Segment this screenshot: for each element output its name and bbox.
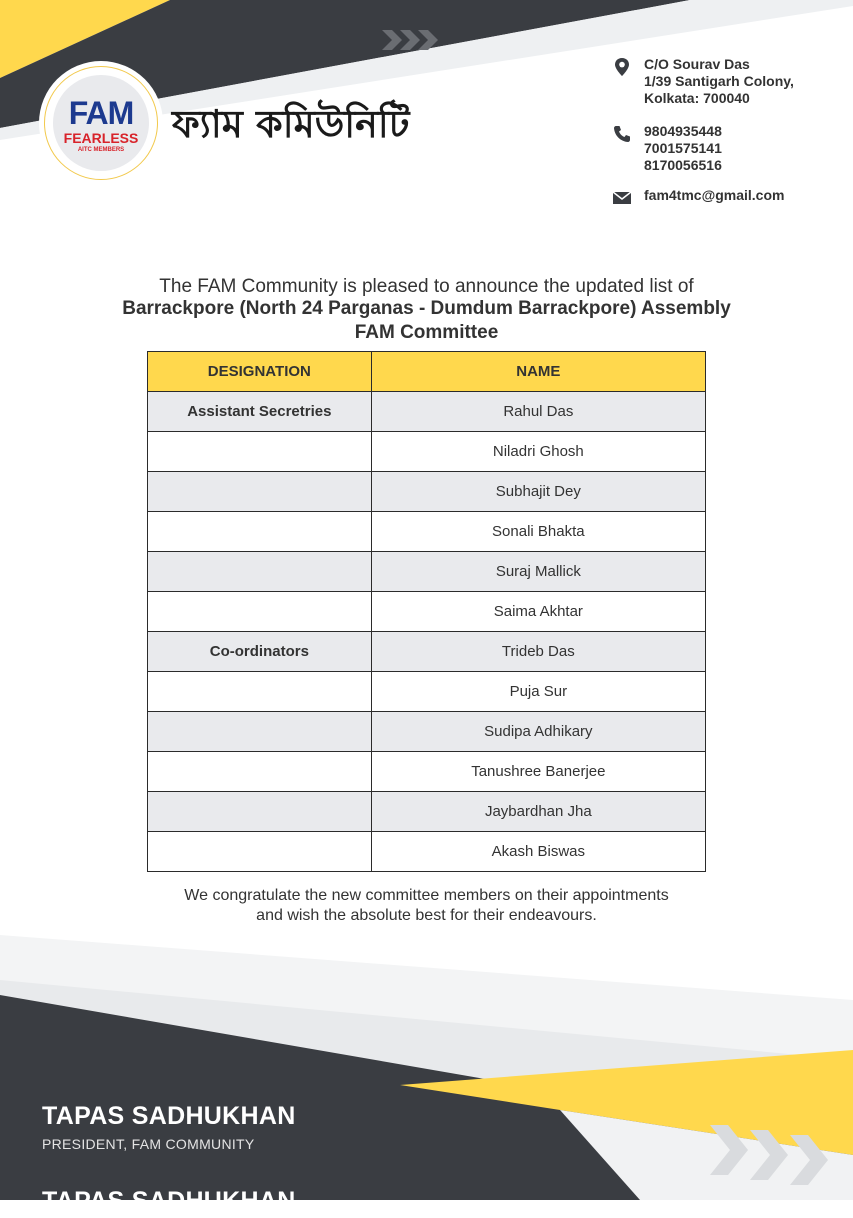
designation-cell: [148, 472, 372, 512]
name-cell: Rahul Das: [371, 392, 705, 432]
location-pin-icon: [612, 57, 632, 77]
designation-cell: Co-ordinators: [148, 632, 372, 672]
heading-line-1: Barrackpore (North 24 Parganas - Dumdum Barrackpore) Assembly: [122, 298, 731, 319]
name-cell: Suraj Mallick: [371, 552, 705, 592]
designation-cell: [148, 672, 372, 712]
designation-cell: [148, 552, 372, 592]
name-cell: Sudipa Adhikary: [371, 712, 705, 752]
table-row: [148, 512, 706, 552]
logo-fearless-text: FEARLESS: [63, 130, 139, 146]
name-cell: Sonali Bhakta: [371, 512, 705, 552]
designation-cell: [148, 792, 372, 832]
name-cell: Tanushree Banerjee: [371, 752, 705, 792]
email-text[interactable]: fam4tmc@gmail.com: [644, 187, 785, 203]
table-row: [148, 792, 706, 832]
phone-number-3[interactable]: 8170056516: [644, 157, 722, 173]
designation-cell: [148, 592, 372, 632]
name-cell: Akash Biswas: [371, 832, 705, 872]
designation-cell: Assistant Secretries: [148, 392, 372, 432]
table-row: [148, 392, 706, 432]
closing-line-2: and wish the absolute best for their endeavours.: [256, 907, 597, 924]
designation-cell: [148, 712, 372, 752]
address-line-2: 1/39 Santigarh Colony,: [644, 73, 794, 89]
logo-fam-text: FAM: [68, 95, 134, 131]
logo-aitc-text: AITC MEMBERS: [77, 147, 125, 153]
address-line-1: C/O Sourav Das: [644, 56, 750, 72]
table-row: [148, 832, 706, 872]
closing-line-1: We congratulate the new committee members on their appointments: [184, 887, 669, 904]
closing-message: [0, 886, 853, 926]
phone-icon: [612, 124, 632, 144]
name-cell: Jaybardhan Jha: [371, 792, 705, 832]
table-row: [148, 552, 706, 592]
table-row: [148, 472, 706, 512]
phone-number-1[interactable]: 9804935448: [644, 123, 722, 139]
address-text: [644, 56, 794, 107]
phone-number-2[interactable]: 7001575141: [644, 140, 722, 156]
committee-table: [147, 351, 706, 872]
name-cell: Trideb Das: [371, 632, 705, 672]
designation-cell: [148, 512, 372, 552]
brand-name-bengali: ফ্যাম কমিউনিটি: [172, 102, 410, 146]
designation-cell: [148, 832, 372, 872]
fam-logo: [44, 66, 158, 180]
designation-cell: [148, 752, 372, 792]
president-title: PRESIDENT, FAM COMMUNITY: [42, 1136, 255, 1152]
name-cell: Puja Sur: [371, 672, 705, 712]
heading-line-2: FAM Committee: [354, 322, 499, 343]
table-row: [148, 752, 706, 792]
address-line-3: Kolkata: 700040: [644, 90, 750, 106]
table-row: [148, 712, 706, 752]
mail-icon: [612, 188, 632, 208]
table-row: [148, 592, 706, 632]
announcement-heading: [60, 297, 793, 345]
designation-cell: [148, 432, 372, 472]
table-row: [148, 432, 706, 472]
name-cell: Saima Akhtar: [371, 592, 705, 632]
name-header: NAME: [371, 352, 705, 392]
designation-header: DESIGNATION: [148, 352, 372, 392]
president-name-reflection: TAPAS SADHUKHAN: [42, 1187, 296, 1215]
name-cell: Subhajit Dey: [371, 472, 705, 512]
table-header-row: [148, 352, 706, 392]
name-cell: Niladri Ghosh: [371, 432, 705, 472]
announcement-intro: The FAM Community is pleased to announce the updated list of: [159, 276, 694, 297]
phone-numbers: [644, 123, 722, 174]
table-row: [148, 632, 706, 672]
table-row: [148, 672, 706, 712]
president-name: TAPAS SADHUKHAN: [42, 1102, 296, 1130]
